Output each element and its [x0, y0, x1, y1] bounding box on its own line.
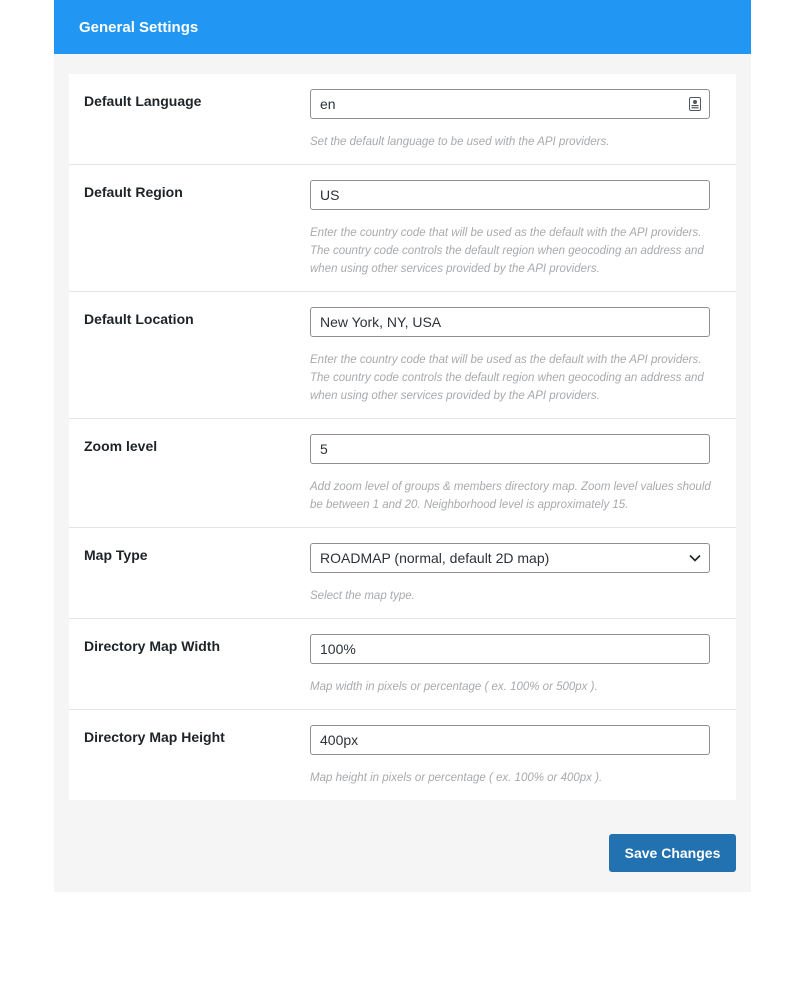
setting-row-default-location — [69, 292, 736, 419]
default-language-description: Set the default language to be used with the API providers. — [310, 136, 610, 148]
setting-row-default-region — [69, 165, 736, 292]
setting-row-default-language — [69, 74, 736, 165]
map-width-value: 100% — [320, 641, 356, 657]
default-region-label: Default Region — [84, 184, 183, 200]
map-height-description: Map height in pixels or percentage ( ex. 100% or 400px ). — [310, 772, 603, 784]
map-type-description: Select the map type. — [310, 590, 415, 602]
map-width-input[interactable] — [310, 634, 710, 664]
map-height-input[interactable] — [310, 725, 710, 755]
default-language-value: en — [320, 96, 336, 112]
panel-title: General Settings — [79, 18, 199, 36]
map-type-select[interactable] — [310, 543, 710, 573]
default-language-label: Default Language — [84, 93, 202, 109]
setting-row-zoom-level — [69, 419, 736, 528]
panel-header — [54, 0, 751, 54]
zoom-level-description: Add zoom level of groups & members directory map. Zoom level values should be between 1 and 20. Neighborhood level is approximately 15. — [310, 481, 711, 511]
map-type-label: Map Type — [84, 547, 148, 563]
map-height-value: 400px — [320, 732, 359, 748]
default-location-value: New York, NY, USA — [320, 314, 442, 330]
zoom-level-label: Zoom level — [84, 438, 158, 454]
zoom-level-input[interactable] — [310, 434, 710, 464]
default-location-description: Enter the country code that will be used as the default with the API providers. The country code controls the default region when geocoding an address and when using other services provided by the API providers. — [310, 354, 704, 402]
map-width-description: Map width in pixels or percentage ( ex. 100% or 500px ). — [310, 681, 598, 693]
default-location-input[interactable] — [310, 307, 710, 337]
default-region-description: Enter the country code that will be used as the default with the API providers. The country code controls the default region when geocoding an address and when using other services provided by the API providers. — [310, 227, 704, 275]
default-language-input[interactable] — [310, 89, 710, 119]
setting-row-map-type — [69, 528, 736, 619]
settings-panel — [54, 0, 751, 892]
chevron-down-icon[interactable] — [689, 553, 701, 563]
default-location-label: Default Location — [84, 311, 194, 327]
settings-card — [69, 74, 736, 800]
map-height-label: Directory Map Height — [84, 729, 225, 745]
setting-row-map-width — [69, 619, 736, 710]
default-region-value: US — [320, 187, 340, 203]
footer — [609, 834, 736, 872]
map-width-label: Directory Map Width — [84, 638, 220, 654]
default-region-input[interactable] — [310, 180, 710, 210]
save-changes-button[interactable]: Save Changes — [609, 834, 736, 872]
contact-card-icon[interactable] — [689, 97, 701, 111]
setting-row-map-height — [69, 710, 736, 800]
map-type-value: ROADMAP (normal, default 2D map) — [320, 550, 550, 566]
zoom-level-value: 5 — [320, 441, 328, 457]
